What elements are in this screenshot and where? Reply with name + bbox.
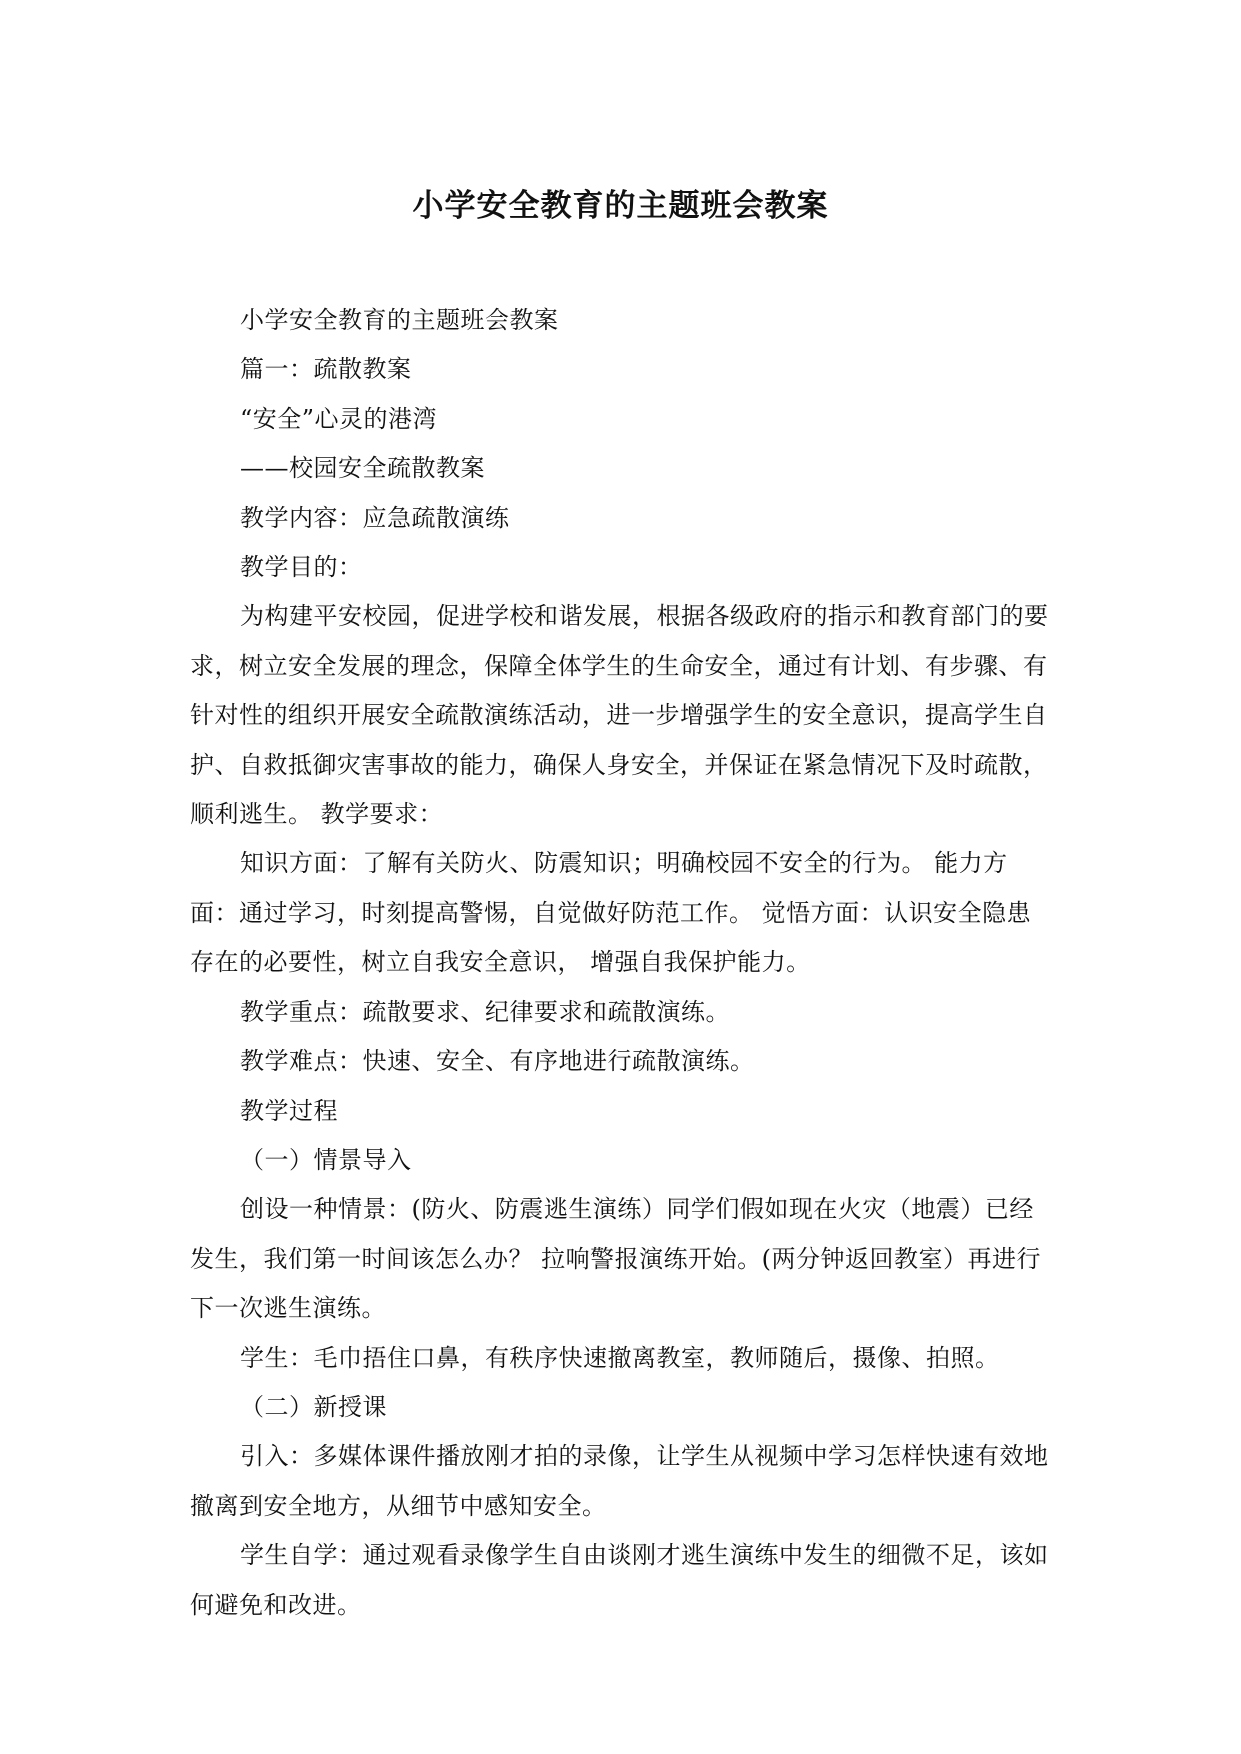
paragraph-key-points: 教学重点：疏散要求、纪律要求和疏散演练。 [240,997,730,1026]
paragraph-section-heading: 篇一：疏散教案 [240,355,412,384]
paragraph-content: 教学内容：应急疏散演练 [240,503,510,532]
paragraph-process-heading: 教学过程 [240,1096,338,1125]
paragraph-objective-heading: 教学目的： [240,553,363,582]
paragraph-scenario: 创设一种情景：(防火、防震逃生演练）同学们假如现在火灾（地震）已经发生，我们第一时间该怎么办？ 拉响警报演练开始。(两分钟返回教室）再进行下一次逃生演练。 [190,1195,1041,1323]
paragraph-step-one-heading: （一）情景导入 [240,1145,412,1174]
paragraph-students: 学生：毛巾捂住口鼻，有秩序快速撤离教室，教师随后，摄像、拍照。 [240,1343,1000,1372]
paragraph-objective: 为构建平安校园，促进学校和谐发展，根据各级政府的指示和教育部门的要求，树立安全发展的理念，保障全体学生的生命安全，通过有计划、有步骤、有针对性的组织开展安全疏散演练活动，进一步增强学生的安全意识，提高学生自护、自救抵御灾害事故的能力，确保人身安全，并保证在紧急情况下及时疏散，顺利逃生。 教学要求： [190,602,1049,829]
paragraph-self-study: 学生自学：通过观看录像学生自由谈刚才逃生演练中发生的细微不足，该如何避免和改进。 [190,1541,1049,1619]
paragraph-introduction: 引入：多媒体课件播放刚才拍的录像，让学生从视频中学习怎样快速有效地撤离到安全地方，从细节中感知安全。 [190,1442,1049,1520]
paragraph-lesson-subtitle: ——校园安全疏散教案 [240,454,485,483]
paragraph-difficulties: 教学难点：快速、安全、有序地进行疏散演练。 [240,1047,755,1076]
paragraph-requirements: 知识方面：了解有关防火、防震知识；明确校园不安全的行为。 能力方面：通过学习，时刻提高警惕，自觉做好防范工作。 觉悟方面：认识安全隐患存在的必要性，树立自我安全意识， 增强自我保护能力。 [190,849,1032,977]
paragraph-step-two-heading: （二）新授课 [240,1392,387,1421]
document-title: 小学安全教育的主题班会教案 [412,188,829,224]
paragraph-subtitle: 小学安全教育的主题班会教案 [240,306,559,334]
paragraph-lesson-title: “安全”心灵的港湾 [240,404,438,433]
document-body [190,296,1050,1630]
